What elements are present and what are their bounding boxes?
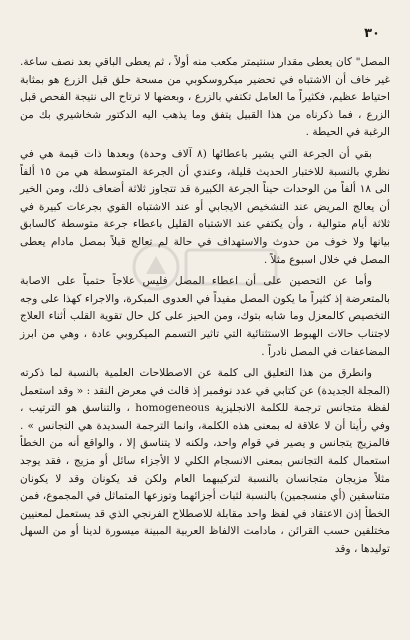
body-text [20,54,390,563]
paragraph-1: المصل" كان يعطى مقدار سنتيمتر مكعب منه أولاً ، ثم يعطى الباقي بعد نصف ساعة. غير خاف أن الاشتباه في تحضير ميكروسكوبي من مسحة حلق قبل الزرع هو بمثابة احتياط عظيم، فكثيراً ما العامل تكتفي بالزرع ، وبعضها لا ترتاح الى نتيجة الفحص قبل الزرع ، فما ذكرناه من هذا القبيل يتفق وما يذهب اليه الدكتور شخاشيري بك من الرغبة في الحيطة . [20,56,390,139]
paragraph-2: بقي أن الجرعة التي يشير باعطائها (٨ آلاف وحدة) وبعدها ذات قيمة هي في نظري بالنسبة للاختبار الحديث قليلة، وعندي أن الجرعة المتوسطة هي من ١٥ ألفاً الى ١٨ ألفاً من الوحدات حيناً الجرعة الكبيرة قد تتجاوز ثلاثة أضعاف ذلك، ومن الخير أن يعالج المريض عند التشخيص الايجابي أو عند الاشتباه القوي بجرعات كبيرة في ثلاثة أيام متوالية ، وأن يكتفي عند الاشتباه القليل باعطاء جرعة متوسطة كالسابق بيانها ولا خوف من حدوث والاستهداف في حالة لم تعالج قبلاً بمصل مادام يعطى المصل في خلال اسبوع مثلاً . [20,147,390,266]
paragraph-3: وأما عن التحصين على أن اعطاء المصل فليس علاجاً حتمياً على الاصابة بالمتعرضة إذ كثيراً ما يكون المصل مفيداً في العدوى المبكرة، والاجراء كهذا على وجه التخصيص كالمعزل وما شابه بتوك، ومن الحيز على كل حال تقوية القلب أثناء العلاج لاجتناب حالات الهبوط الاستثنائية التي تاثير التسمم الميكروبي عادة ، وهي من ابرز المضاعفات في المصل نادراً . [20,275,390,358]
page-number: ٣٠ [364,26,380,41]
paragraph-4: وانطرق من هذا التعليق الى كلمة عن الاصطلاحات العلمية بالنسبة لما ذكرته (المجلة الجديدة) عن كتابي في عدد نوفمبر إذ قالت في معرض النقد : « وقد استعمل لفظة متجانس ترجمة للكلمة الانجليزية homogeneous ، والتناسق هو الترتيب ، وفي رأينا أن لا علاقة له بمعنى هذه الكلمة، وانما الترجمة السديدة هي التجانس » . فالمزيج يتجانس و يصير في قوام واحد، ولكنه لا يتناسق إلا ، والواقع أنه من الخطأ استعمال كلمة التجانس بمعنى الانسجام الكلي لا الأجزاء سائل أو مزيج ، فقد يوجد مثلاً مزيجان متجانسان بالنسبة لتركيبهما العام ولكن قد يكونان وقد لا يكونان متناسقين (أي منسجمين) بالنسبة لثبات أجزائهما وتوزعها المتماثل في المجموع، فمن الخطأ إذن الاعتقاد في لفظ واحد مقابلة للاصطلاح الفرنجي الذي قد يستعمل لمعنيين مختلفين حسب القرائن ، مادامت الالفاظ العربية المبينة ميسورة لدينا أو من السهل توليدها ، وقد [20,367,390,556]
